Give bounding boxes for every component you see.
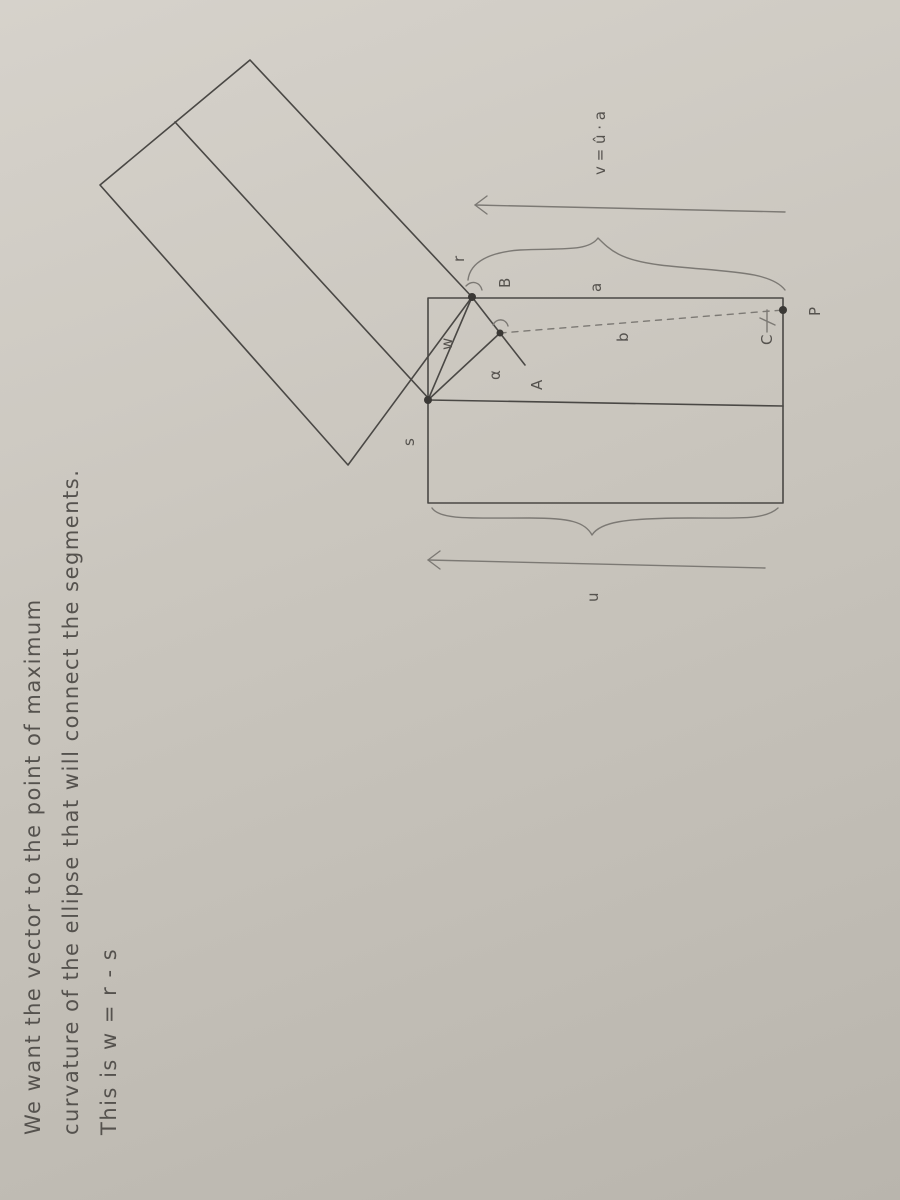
label-a-lower: a <box>587 282 605 292</box>
label-b-upper: B <box>496 277 514 288</box>
label-c: C <box>758 334 776 345</box>
label-p: P <box>806 306 824 316</box>
label-v-equation: v = û · a <box>591 111 609 175</box>
upright-rectangle-divider <box>428 400 783 406</box>
r-to-ellipse-line <box>472 297 500 333</box>
point-ellipse <box>497 330 504 337</box>
label-alpha: α <box>486 370 504 380</box>
label-r: r <box>450 255 468 262</box>
upper-brace <box>468 238 785 290</box>
point-s <box>424 396 432 404</box>
dashed-line-to-p <box>500 310 783 333</box>
label-a-upper: A <box>528 379 546 390</box>
label-s: s <box>400 438 418 446</box>
angle-tick-line <box>500 333 525 365</box>
label-u: u <box>584 592 602 602</box>
point-r <box>468 293 476 301</box>
p-angle-mark <box>760 310 775 332</box>
v-direction-arrow-line <box>475 205 785 212</box>
r-tick-mark <box>466 283 482 290</box>
note-line-2: curvature of the ellipse that will connect the segments. <box>59 468 83 1135</box>
note-line-3: This is w = r - s <box>97 947 121 1135</box>
handwritten-note <box>21 469 121 1136</box>
ellipse-arc-mark <box>493 320 508 326</box>
lower-brace <box>432 508 778 535</box>
tilted-rectangle <box>100 60 472 465</box>
note-line-1: We want the vector to the point of maximum <box>21 598 45 1135</box>
tilted-rectangle-divider <box>175 122 430 400</box>
point-p <box>779 306 787 314</box>
label-b-lower: b <box>614 332 632 342</box>
u-direction-arrow-line <box>428 560 765 568</box>
label-w: w <box>438 337 456 350</box>
